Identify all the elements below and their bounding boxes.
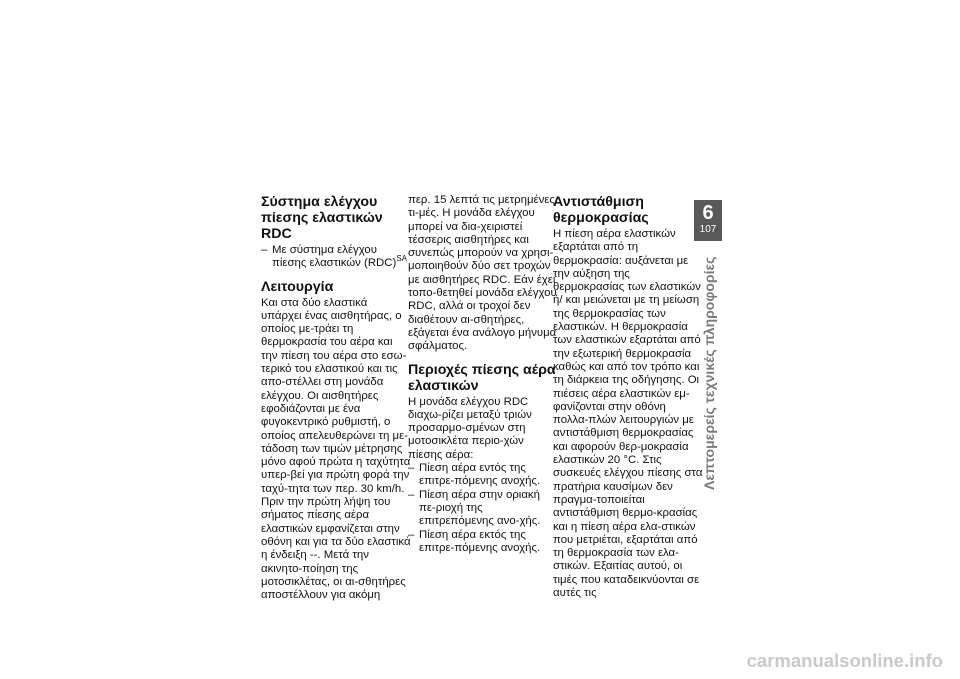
- heading-pressure-ranges: Περιοχές πίεσης αέρα ελαστικών: [408, 361, 556, 394]
- heading-function: Λειτουργία: [261, 278, 334, 295]
- equipment-note: [261, 244, 411, 271]
- paragraph-function: Και στα δύο ελαστικά υπάρχει ένας αισθητήρας, ο οποίος με-τράει τη θερμοκρασία του αέρα και την πίεση του αέρα στο εσω-τερικό του ελαστικού και τις απο-στέλλει στη μονάδα ελέγχου. Οι αισθητήρες εφοδιάζονται με ένα φυγοκεντρικό ρυθμιστή, ο οποίος απελευθερώνει τη με-τάδοση των τιμών μέτρησης μόνο αφού πρώτα η ταχύτητα υπερ-βεί για πρώτη φορά την ταχύ-τητα των περ. 30 km/h. Πριν την πρώτη λήψη του σήματος πίεσης αέρα ελαστικών εμφανίζεται στην οθόνη και για τα δύο ελαστικά η ένδειξη --. Μετά την ακινητο-ποίηση της μοτοσικλέτας, οι αι-σθητήρες αποστέλλουν για ακόμη: [261, 296, 411, 602]
- paragraph-continued: περ. 15 λεπτά τις μετρημένες τι-μές. Η μονάδα ελέγχου μπορεί να δια-χειριστεί τέσσερις αισθητήρες και συνεπώς μπορούν να χρησι-μοποιηθούν δύο σετ τροχών με αισθητήρες RDC. Εάν έχει τοπο-θετηθεί μονάδα ελέγχου RDC, αλλά οι τροχοί δεν διαθέτουν αι-σθητήρες, εξάγεται ένα ανάλογο μήνυμα σφάλματος.: [408, 194, 557, 353]
- watermark: carmanualsonline.info: [746, 650, 943, 671]
- heading-temperature-compensation: Αντιστάθμιση θερμοκρασίας: [553, 194, 649, 226]
- list-item: – Πίεση αέρα εκτός της επιτρε-πόμενης ανοχής.: [408, 529, 558, 556]
- list-item: – Πίεση αέρα στην οριακή πε-ριοχή της επιτρεπόμενης ανο-χής.: [408, 489, 558, 529]
- paragraph-ranges-intro: Η μονάδα ελέγχου RDC διαχω-ρίζει μεταξύ τριών προσαρμο-σμένων στη μοτοσικλέτα περιο-χών πίεσης αέρα:: [408, 395, 532, 461]
- list-item: – Πίεση αέρα εντός της επιτρε-πόμενης ανοχής.: [408, 462, 558, 489]
- equipment-sup: SA: [396, 254, 407, 264]
- equipment-note-text: Με σύστημα ελέγχου πίεσης ελαστικών (RDC): [272, 244, 397, 270]
- section-title: Σύστημα ελέγχου πίεσης ελαστικών RDC: [261, 194, 383, 242]
- paragraph-temperature: Η πίεση αέρα ελαστικών εξαρτάται από τη θερμοκρασία: αυξάνεται με την αύξηση της θερμοκρασίας των ελαστικών ή/ και μειώνεται με τη μείωση της θερμοκρασίας των ελαστικών. Η θερμοκρασία των ελαστικών εξαρτάται από την εξωτερική θερμοκρασία καθώς και από τον τρόπο και τη διάρκεια της οδήγησης. Οι πιέσεις αέρα ελαστικών εμ-φανίζονται στην οθόνη πολλα-πλών λειτουργιών με αντιστάθμιση θερμοκρασίας και αφορούν θερ-μοκρασία ελαστικών 20 °C. Στις συσκευές ελέγχου πίεσης στα πρατήρια καυσίμων δεν πραγμα-τοποιείται αντιστάθμιση θερμο-κρασίας και η πίεση αέρα ελα-στικών που μετριέται, εξαρτάται από τη θερμοκρασία των ελα-στικών. Εξαιτίας αυτού, οι τιμές που καταδεικνύονται σε αυτές τις: [553, 228, 703, 600]
- page-number: 107: [699, 224, 717, 235]
- chapter-tab: [694, 200, 722, 241]
- chapter-number: 6: [702, 202, 714, 224]
- column-3: [553, 194, 703, 600]
- column-2: [408, 194, 558, 555]
- column-1: [261, 194, 411, 602]
- chapter-side-title: Λεπτομερείς τεχνικές πληροφορίες: [701, 256, 717, 490]
